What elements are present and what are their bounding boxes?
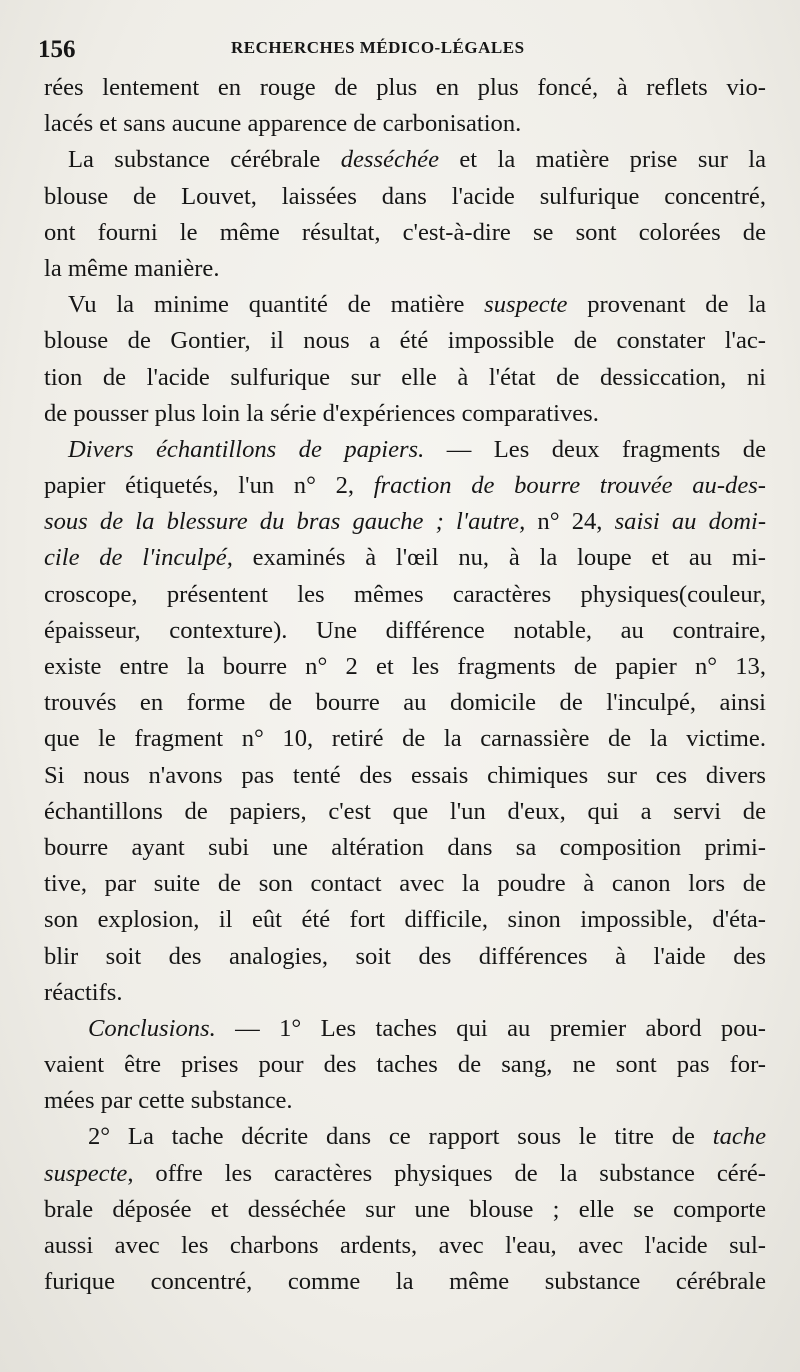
text-run: , offre les caractères physiques de la substance céré- (127, 1159, 766, 1187)
italic-run: desséchée (340, 146, 440, 174)
italic-run: suspecte (484, 291, 568, 319)
text-run: 2° La tache décrite dans ce rapport sous le titre de (88, 1123, 713, 1151)
section-heading: Conclusions. (88, 1014, 216, 1042)
italic-run: cile de l'inculpé, (44, 544, 233, 572)
text-run: papier étiquetés, l'un n° 2, (44, 472, 374, 500)
text-line: Si nous n'avons pas tenté des essais chimiques sur ces divers (44, 761, 766, 789)
text-line: lacés et sans aucune apparence de carbonisation. (44, 110, 522, 138)
text-line: blouse de Gontier, il nous a été impossible de constater l'ac- (44, 327, 766, 355)
text-line: de pousser plus loin la série d'expériences comparatives. (44, 399, 599, 427)
text-line: vaient être prises pour des taches de sang, ne sont pas for- (44, 1051, 766, 1079)
text-line (44, 468, 766, 504)
text-run: et la matière prise sur la (439, 146, 766, 174)
text-line: échantillons de papiers, c'est que l'un d'eux, qui a servi de (44, 797, 766, 825)
text-line: son explosion, il eût été fort difficile, sinon impossible, d'éta- (44, 906, 766, 934)
italic-run: sous de la blessure du bras gauche ; l'autre, (44, 508, 526, 536)
text-line: tive, par suite de son contact avec la poudre à canon lors de (44, 870, 766, 898)
text-line (44, 504, 766, 540)
text-line (44, 1119, 766, 1155)
text-line: brale déposée et desséchée sur une blouse ; elle se comporte (44, 1195, 766, 1223)
text-line: mées par cette substance. (44, 1087, 293, 1115)
text-run: n° 24, (525, 508, 615, 536)
text-line: furique concentré, comme la même substance cérébrale (44, 1268, 766, 1296)
text-line (44, 142, 766, 178)
text-line: ont fourni le même résultat, c'est-à-dire se sont colorées de (44, 218, 766, 246)
italic-run: saisi au domi- (614, 508, 767, 536)
text-line: tion de l'acide sulfurique sur elle à l'état de dessiccation, ni (44, 363, 766, 391)
text-line: aussi avec les charbons ardents, avec l'eau, avec l'acide sul- (44, 1232, 766, 1259)
italic-run: suspecte (44, 1159, 128, 1187)
text-run: Vu la minime quantité de matière (68, 291, 485, 319)
section-heading: Divers échantillons de papiers. (68, 435, 425, 463)
page-header (38, 36, 768, 66)
page-body (44, 70, 766, 1300)
text-line: croscope, présentent les mêmes caractères physiques(couleur, (44, 580, 766, 608)
text-line: que le fragment n° 10, retiré de la carnassière de la victime. (44, 725, 766, 753)
text-run: La substance cérébrale (68, 146, 341, 174)
text-line: bourre ayant subi une altération dans sa composition primi- (44, 833, 766, 861)
running-title: RECHERCHES MÉDICO-LÉGALES (231, 38, 525, 57)
text-line: réactifs. (44, 978, 123, 1006)
text-line (44, 1156, 766, 1192)
text-run: provenant de la (567, 291, 766, 319)
text-line: la même manière. (44, 254, 220, 282)
italic-run: tache (712, 1123, 766, 1151)
text-line (44, 432, 766, 468)
text-line (44, 540, 766, 576)
text-line: blir soit des analogies, soit des différences à l'aide des (44, 942, 766, 970)
text-line: trouvés en forme de bourre au domicile de l'inculpé, ainsi (44, 689, 766, 717)
text-line (44, 1011, 766, 1047)
text-run: — Les deux fragments de (424, 435, 766, 463)
page-number: 156 (38, 36, 76, 63)
text-run: — 1° Les taches qui au premier abord pou- (215, 1014, 766, 1042)
text-line: épaisseur, contexture). Une différence notable, au contraire, (44, 616, 766, 644)
text-line: rées lentement en rouge de plus en plus foncé, à reflets vio- (44, 74, 766, 101)
text-run: examinés à l'œil nu, à la loupe et au mi- (232, 544, 766, 572)
text-line: blouse de Louvet, laissées dans l'acide sulfurique concentré, (44, 182, 766, 210)
text-line: existe entre la bourre n° 2 et les fragments de papier n° 13, (44, 653, 766, 680)
italic-run: fraction de bourre trouvée au-des- (373, 472, 766, 500)
text-line (44, 287, 766, 323)
